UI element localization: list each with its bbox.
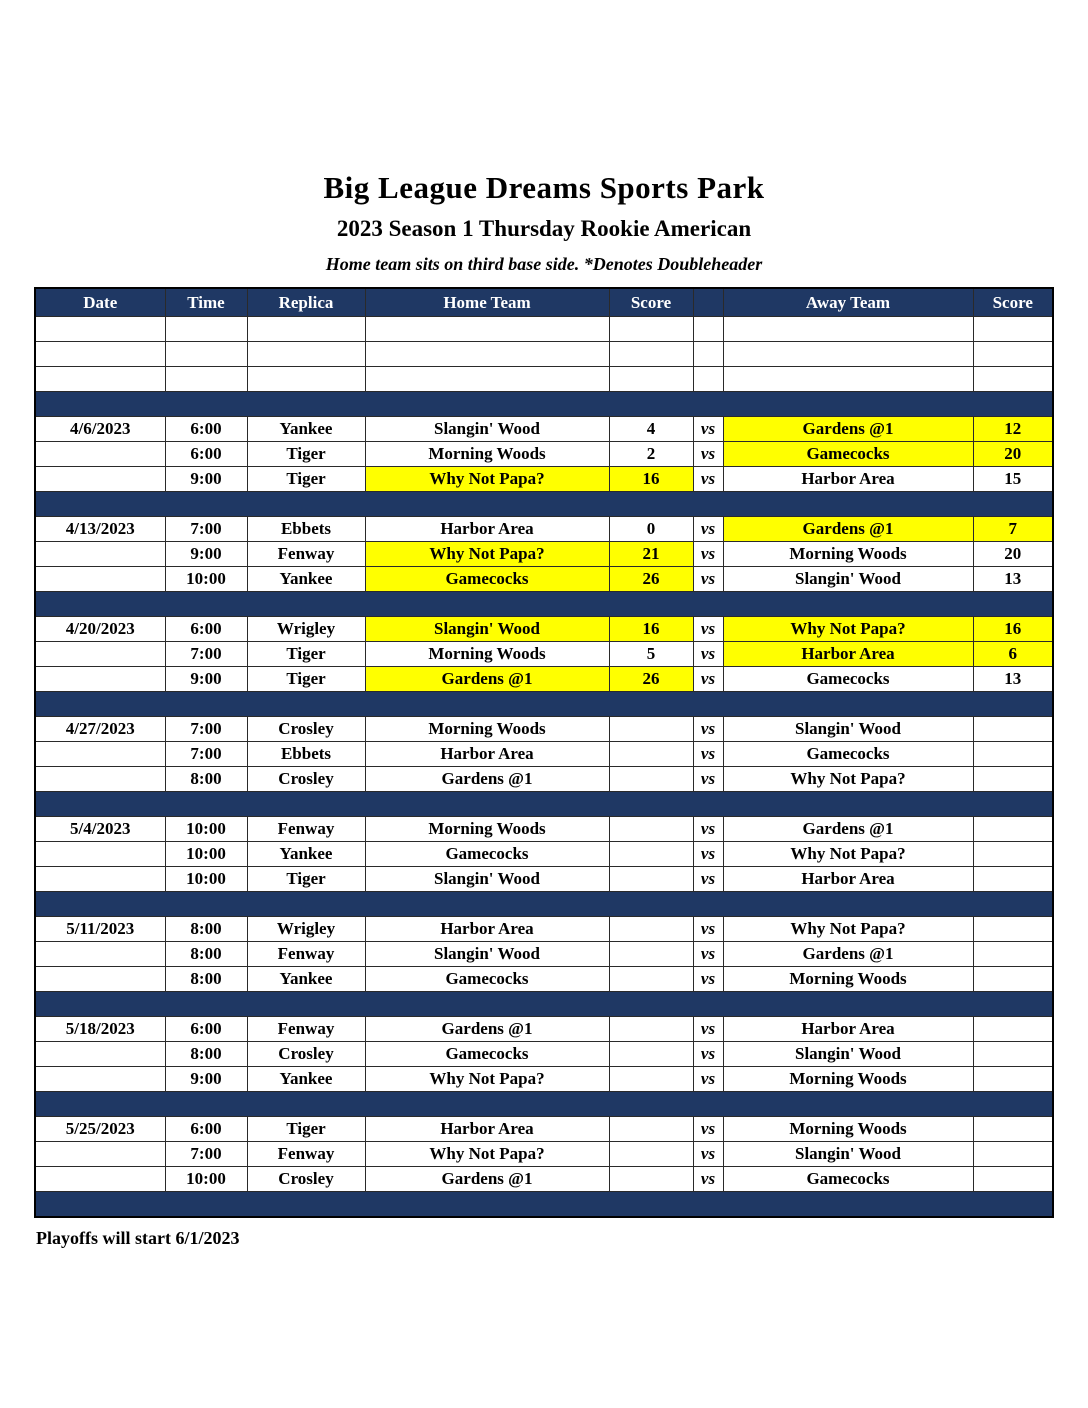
vs-cell: vs: [693, 742, 723, 767]
date-cell: 5/18/2023: [35, 1017, 165, 1042]
date-cell: [35, 1142, 165, 1167]
vs-cell: vs: [693, 442, 723, 467]
column-header-replica: Replica: [247, 288, 365, 317]
time-cell: 10:00: [165, 867, 247, 892]
away-team-cell: Why Not Papa?: [723, 617, 973, 642]
home-score-cell: 16: [609, 467, 693, 492]
away-team-cell: Slangin' Wood: [723, 717, 973, 742]
home-team-cell: Harbor Area: [365, 742, 609, 767]
game-row: [35, 767, 1053, 792]
away-score-cell: [973, 817, 1053, 842]
replica-cell: Tiger: [247, 642, 365, 667]
away-score-cell: [973, 1017, 1053, 1042]
game-row: [35, 517, 1053, 542]
home-team-cell: Slangin' Wood: [365, 867, 609, 892]
home-score-cell: 0: [609, 517, 693, 542]
home-score-cell: [609, 1017, 693, 1042]
vs-cell: vs: [693, 1142, 723, 1167]
home-score-cell: 21: [609, 542, 693, 567]
time-cell: 6:00: [165, 617, 247, 642]
column-header-away-score: Score: [973, 288, 1053, 317]
vs-cell: vs: [693, 942, 723, 967]
vs-cell: vs: [693, 542, 723, 567]
home-team-cell: Gamecocks: [365, 567, 609, 592]
separator-row: [35, 492, 1053, 517]
away-team-cell: Morning Woods: [723, 542, 973, 567]
home-score-cell: [609, 717, 693, 742]
replica-cell: Yankee: [247, 967, 365, 992]
vs-cell: vs: [693, 967, 723, 992]
date-cell: [35, 867, 165, 892]
time-cell: 7:00: [165, 717, 247, 742]
date-cell: [35, 1042, 165, 1067]
home-team-cell: Morning Woods: [365, 442, 609, 467]
away-score-cell: [973, 1067, 1053, 1092]
replica-cell: Yankee: [247, 842, 365, 867]
home-team-cell: Gardens @1: [365, 1167, 609, 1192]
time-cell: 10:00: [165, 817, 247, 842]
away-team-cell: Gardens @1: [723, 817, 973, 842]
date-cell: [35, 1067, 165, 1092]
game-row: [35, 717, 1053, 742]
vs-cell: vs: [693, 867, 723, 892]
home-team-cell: Gardens @1: [365, 1017, 609, 1042]
time-cell: 9:00: [165, 467, 247, 492]
time-cell: 8:00: [165, 917, 247, 942]
blank-cell: [165, 317, 247, 342]
replica-cell: Crosley: [247, 767, 365, 792]
game-row: [35, 817, 1053, 842]
separator-cell: [35, 392, 1053, 417]
home-score-cell: [609, 817, 693, 842]
home-team-cell: Gamecocks: [365, 967, 609, 992]
time-cell: 7:00: [165, 1142, 247, 1167]
time-cell: 7:00: [165, 642, 247, 667]
away-score-cell: [973, 967, 1053, 992]
blank-cell: [35, 367, 165, 392]
home-score-cell: [609, 1042, 693, 1067]
home-score-cell: [609, 1117, 693, 1142]
away-score-cell: [973, 842, 1053, 867]
time-cell: 8:00: [165, 967, 247, 992]
vs-cell: vs: [693, 717, 723, 742]
home-score-cell: 2: [609, 442, 693, 467]
away-score-cell: 6: [973, 642, 1053, 667]
away-team-cell: Morning Woods: [723, 967, 973, 992]
blank-cell: [609, 367, 693, 392]
blank-cell: [723, 342, 973, 367]
game-row: [35, 967, 1053, 992]
time-cell: 6:00: [165, 1117, 247, 1142]
vs-cell: vs: [693, 767, 723, 792]
away-score-cell: [973, 1117, 1053, 1142]
blank-row: [35, 342, 1053, 367]
time-cell: 10:00: [165, 1167, 247, 1192]
blank-cell: [973, 317, 1053, 342]
replica-cell: Ebbets: [247, 742, 365, 767]
home-team-cell: Why Not Papa?: [365, 467, 609, 492]
vs-cell: vs: [693, 517, 723, 542]
date-cell: [35, 467, 165, 492]
schedule-note: Home team sits on third base side. *Denotes Doubleheader: [325, 254, 763, 274]
column-header-date: Date: [35, 288, 165, 317]
game-row: [35, 1042, 1053, 1067]
separator-cell: [35, 492, 1053, 517]
blank-cell: [609, 317, 693, 342]
away-score-cell: 20: [973, 542, 1053, 567]
home-score-cell: [609, 917, 693, 942]
blank-cell: [973, 367, 1053, 392]
game-row: [35, 417, 1053, 442]
time-cell: 9:00: [165, 1067, 247, 1092]
game-row: [35, 917, 1053, 942]
time-cell: 10:00: [165, 567, 247, 592]
vs-cell: vs: [693, 917, 723, 942]
date-cell: [35, 667, 165, 692]
home-team-cell: Gardens @1: [365, 767, 609, 792]
away-team-cell: Gardens @1: [723, 517, 973, 542]
away-team-cell: Gamecocks: [723, 667, 973, 692]
blank-cell: [247, 367, 365, 392]
home-team-cell: Why Not Papa?: [365, 542, 609, 567]
blank-cell: [693, 367, 723, 392]
date-cell: [35, 442, 165, 467]
blank-row: [35, 317, 1053, 342]
home-team-cell: Gamecocks: [365, 1042, 609, 1067]
away-team-cell: Morning Woods: [723, 1067, 973, 1092]
away-score-cell: [973, 1142, 1053, 1167]
vs-cell: vs: [693, 1042, 723, 1067]
away-score-cell: 12: [973, 417, 1053, 442]
separator-row: [35, 592, 1053, 617]
home-score-cell: 26: [609, 567, 693, 592]
home-team-cell: Harbor Area: [365, 517, 609, 542]
blank-cell: [693, 317, 723, 342]
away-score-cell: [973, 942, 1053, 967]
date-cell: 4/13/2023: [35, 517, 165, 542]
separator-row: [35, 392, 1053, 417]
vs-cell: vs: [693, 1067, 723, 1092]
away-score-cell: [973, 767, 1053, 792]
home-score-cell: [609, 842, 693, 867]
away-score-cell: [973, 917, 1053, 942]
home-score-cell: [609, 767, 693, 792]
away-score-cell: [973, 1042, 1053, 1067]
game-row: [35, 667, 1053, 692]
separator-cell: [35, 792, 1053, 817]
game-row: [35, 1067, 1053, 1092]
blank-cell: [365, 367, 609, 392]
separator-row: [35, 692, 1053, 717]
blank-cell: [35, 317, 165, 342]
schedule-body: [35, 317, 1053, 1218]
date-cell: [35, 642, 165, 667]
blank-cell: [609, 342, 693, 367]
blank-cell: [247, 342, 365, 367]
away-team-cell: Gardens @1: [723, 942, 973, 967]
time-cell: 6:00: [165, 1017, 247, 1042]
header-row: [35, 288, 1053, 317]
blank-cell: [365, 342, 609, 367]
away-team-cell: Harbor Area: [723, 867, 973, 892]
away-score-cell: 7: [973, 517, 1053, 542]
column-header-away-team: Away Team: [723, 288, 973, 317]
home-score-cell: [609, 942, 693, 967]
game-row: [35, 542, 1053, 567]
home-team-cell: Slangin' Wood: [365, 617, 609, 642]
home-team-cell: Why Not Papa?: [365, 1067, 609, 1092]
game-row: [35, 467, 1053, 492]
separator-row: [35, 792, 1053, 817]
separator-row: [35, 1192, 1053, 1218]
away-score-cell: 13: [973, 667, 1053, 692]
date-cell: [35, 567, 165, 592]
away-team-cell: Gardens @1: [723, 417, 973, 442]
date-cell: 5/4/2023: [35, 817, 165, 842]
date-cell: [35, 967, 165, 992]
vs-cell: vs: [693, 817, 723, 842]
home-team-cell: Slangin' Wood: [365, 942, 609, 967]
blank-cell: [723, 367, 973, 392]
home-score-cell: [609, 1067, 693, 1092]
replica-cell: Crosley: [247, 1167, 365, 1192]
home-score-cell: [609, 967, 693, 992]
vs-cell: vs: [693, 1117, 723, 1142]
away-score-cell: [973, 867, 1053, 892]
away-score-cell: 20: [973, 442, 1053, 467]
game-row: [35, 942, 1053, 967]
away-score-cell: [973, 717, 1053, 742]
replica-cell: Wrigley: [247, 917, 365, 942]
separator-cell: [35, 1092, 1053, 1117]
date-cell: [35, 842, 165, 867]
game-row: [35, 742, 1053, 767]
vs-cell: vs: [693, 417, 723, 442]
home-score-cell: [609, 742, 693, 767]
column-header-home-score: Score: [609, 288, 693, 317]
time-cell: 7:00: [165, 742, 247, 767]
time-cell: 8:00: [165, 767, 247, 792]
home-team-cell: Gardens @1: [365, 667, 609, 692]
column-header-vs: [693, 288, 723, 317]
replica-cell: Yankee: [247, 1067, 365, 1092]
game-row: [35, 1017, 1053, 1042]
column-header-time: Time: [165, 288, 247, 317]
column-header-home-team: Home Team: [365, 288, 609, 317]
away-score-cell: [973, 742, 1053, 767]
replica-cell: Crosley: [247, 1042, 365, 1067]
date-cell: 5/11/2023: [35, 917, 165, 942]
replica-cell: Yankee: [247, 417, 365, 442]
time-cell: 9:00: [165, 667, 247, 692]
replica-cell: Fenway: [247, 1017, 365, 1042]
replica-cell: Crosley: [247, 717, 365, 742]
home-team-cell: Harbor Area: [365, 1117, 609, 1142]
away-team-cell: Harbor Area: [723, 467, 973, 492]
replica-cell: Fenway: [247, 817, 365, 842]
away-team-cell: Why Not Papa?: [723, 842, 973, 867]
date-cell: 4/6/2023: [35, 417, 165, 442]
game-row: [35, 617, 1053, 642]
separator-row: [35, 1092, 1053, 1117]
replica-cell: Tiger: [247, 667, 365, 692]
home-score-cell: [609, 1167, 693, 1192]
game-row: [35, 567, 1053, 592]
away-score-cell: [973, 1167, 1053, 1192]
home-score-cell: 16: [609, 617, 693, 642]
home-team-cell: Slangin' Wood: [365, 417, 609, 442]
game-row: [35, 842, 1053, 867]
game-row: [35, 867, 1053, 892]
replica-cell: Ebbets: [247, 517, 365, 542]
game-row: [35, 642, 1053, 667]
home-team-cell: Why Not Papa?: [365, 1142, 609, 1167]
separator-cell: [35, 1192, 1053, 1218]
home-team-cell: Gamecocks: [365, 842, 609, 867]
away-team-cell: Gamecocks: [723, 742, 973, 767]
schedule-table: [34, 287, 1054, 1218]
home-score-cell: [609, 1142, 693, 1167]
date-cell: 5/25/2023: [35, 1117, 165, 1142]
game-row: [35, 1117, 1053, 1142]
separator-cell: [35, 692, 1053, 717]
date-cell: [35, 767, 165, 792]
away-team-cell: Slangin' Wood: [723, 1142, 973, 1167]
time-cell: 8:00: [165, 942, 247, 967]
blank-cell: [723, 317, 973, 342]
game-row: [35, 1142, 1053, 1167]
vs-cell: vs: [693, 842, 723, 867]
vs-cell: vs: [693, 467, 723, 492]
separator-cell: [35, 892, 1053, 917]
away-team-cell: Why Not Papa?: [723, 767, 973, 792]
playoffs-note: Playoffs will start 6/1/2023: [36, 1228, 240, 1248]
date-cell: [35, 1167, 165, 1192]
away-score-cell: 13: [973, 567, 1053, 592]
blank-cell: [247, 317, 365, 342]
away-team-cell: Slangin' Wood: [723, 567, 973, 592]
replica-cell: Tiger: [247, 467, 365, 492]
blank-cell: [365, 317, 609, 342]
time-cell: 10:00: [165, 842, 247, 867]
away-team-cell: Gamecocks: [723, 442, 973, 467]
date-cell: 4/20/2023: [35, 617, 165, 642]
time-cell: 6:00: [165, 442, 247, 467]
blank-row: [35, 367, 1053, 392]
date-cell: [35, 942, 165, 967]
blank-cell: [35, 342, 165, 367]
separator-row: [35, 992, 1053, 1017]
replica-cell: Wrigley: [247, 617, 365, 642]
vs-cell: vs: [693, 667, 723, 692]
replica-cell: Fenway: [247, 542, 365, 567]
blank-cell: [165, 342, 247, 367]
replica-cell: Fenway: [247, 942, 365, 967]
away-team-cell: Slangin' Wood: [723, 1042, 973, 1067]
separator-row: [35, 892, 1053, 917]
date-cell: [35, 542, 165, 567]
vs-cell: vs: [693, 617, 723, 642]
home-team-cell: Morning Woods: [365, 817, 609, 842]
home-team-cell: Harbor Area: [365, 917, 609, 942]
away-score-cell: 16: [973, 617, 1053, 642]
time-cell: 7:00: [165, 517, 247, 542]
game-row: [35, 442, 1053, 467]
page-subtitle: 2023 Season 1 Thursday Rookie American: [336, 216, 752, 241]
separator-cell: [35, 592, 1053, 617]
away-team-cell: Harbor Area: [723, 1017, 973, 1042]
home-score-cell: 5: [609, 642, 693, 667]
home-team-cell: Morning Woods: [365, 642, 609, 667]
separator-cell: [35, 992, 1053, 1017]
page-title: Big League Dreams Sports Park: [323, 170, 765, 205]
time-cell: 9:00: [165, 542, 247, 567]
replica-cell: Tiger: [247, 442, 365, 467]
vs-cell: vs: [693, 567, 723, 592]
away-team-cell: Harbor Area: [723, 642, 973, 667]
away-team-cell: Why Not Papa?: [723, 917, 973, 942]
replica-cell: Fenway: [247, 1142, 365, 1167]
date-cell: [35, 742, 165, 767]
away-score-cell: 15: [973, 467, 1053, 492]
game-row: [35, 1167, 1053, 1192]
replica-cell: Yankee: [247, 567, 365, 592]
home-team-cell: Morning Woods: [365, 717, 609, 742]
replica-cell: Tiger: [247, 867, 365, 892]
blank-cell: [973, 342, 1053, 367]
home-score-cell: [609, 867, 693, 892]
date-cell: 4/27/2023: [35, 717, 165, 742]
vs-cell: vs: [693, 642, 723, 667]
home-score-cell: 4: [609, 417, 693, 442]
vs-cell: vs: [693, 1017, 723, 1042]
away-team-cell: Gamecocks: [723, 1167, 973, 1192]
blank-cell: [165, 367, 247, 392]
time-cell: 8:00: [165, 1042, 247, 1067]
blank-cell: [693, 342, 723, 367]
away-team-cell: Morning Woods: [723, 1117, 973, 1142]
home-score-cell: 26: [609, 667, 693, 692]
vs-cell: vs: [693, 1167, 723, 1192]
time-cell: 6:00: [165, 417, 247, 442]
replica-cell: Tiger: [247, 1117, 365, 1142]
